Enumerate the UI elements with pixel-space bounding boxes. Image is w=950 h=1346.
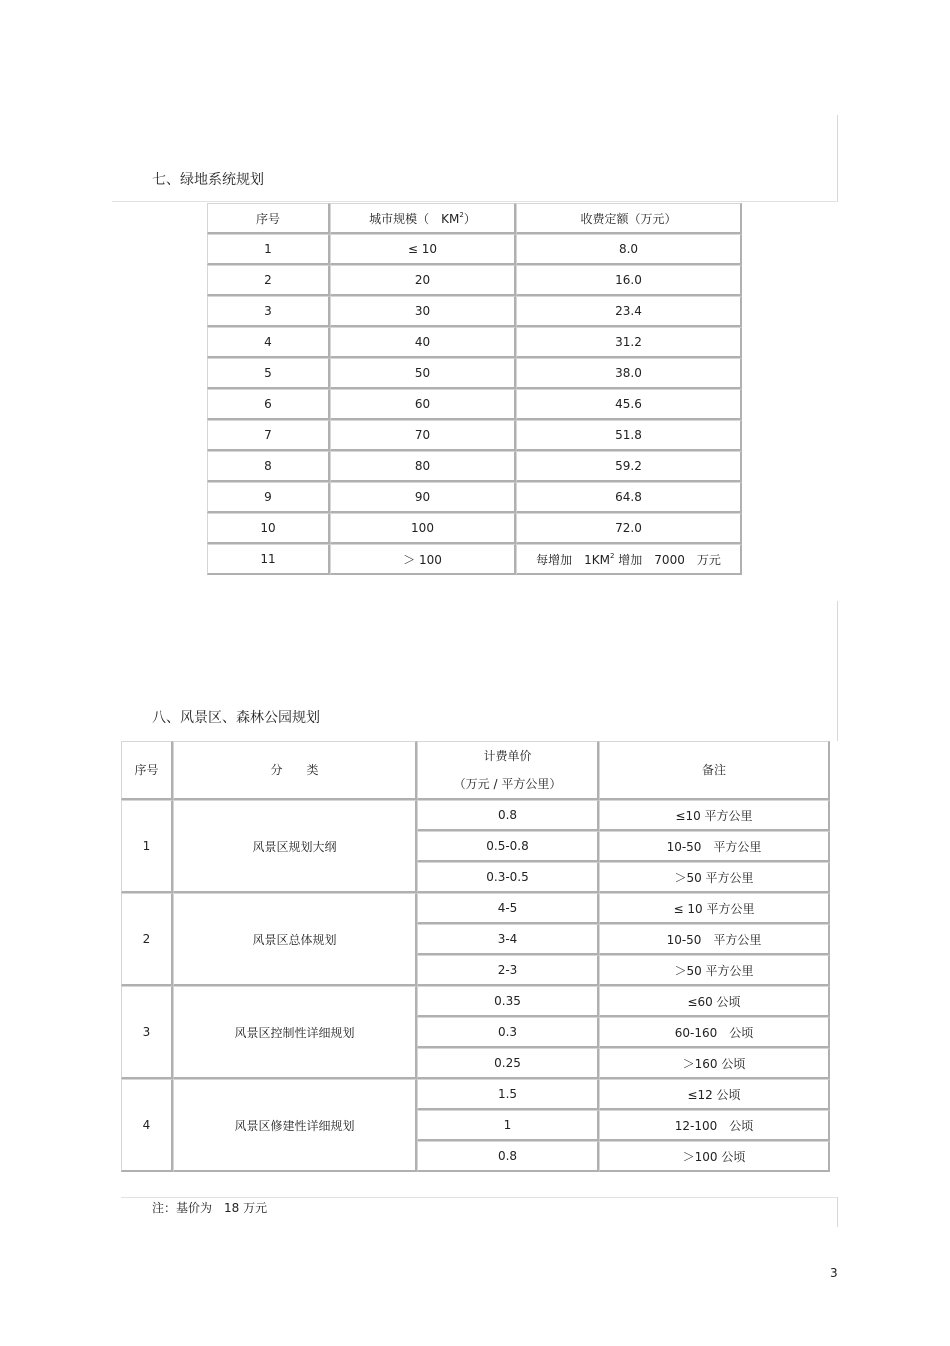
cell-remark: ≤12 公顷 [599, 1079, 830, 1110]
header-price: 计费单价 （万元 / 平方公里） [417, 741, 599, 800]
cell-fee: 38.0 [516, 358, 742, 389]
cell-price: 0.5-0.8 [417, 831, 599, 862]
cell-no: 3 [207, 296, 330, 327]
cell-fee: 每增加 $1KM^2$ 增加 7000 万元 [516, 544, 742, 575]
cell-fee: 59.2 [516, 451, 742, 482]
cell-price: 3-4 [417, 924, 599, 955]
cell-no: 8 [207, 451, 330, 482]
cell-remark: 10-50 平方公里 [599, 831, 830, 862]
cell-fee: 45.6 [516, 389, 742, 420]
cell-no: 4 [207, 327, 330, 358]
cell-remark: ≤60 公顷 [599, 986, 830, 1017]
cell-category: 风景区总体规划 [173, 893, 417, 986]
table-row [207, 296, 742, 327]
cell-remark: ＞50 平方公里 [599, 862, 830, 893]
cell-category: 风景区修建性详细规划 [173, 1079, 417, 1172]
cell-remark: ＞50 平方公里 [599, 955, 830, 986]
greenland-fee-table [207, 203, 742, 575]
cell-price: 4-5 [417, 893, 599, 924]
page-rule [837, 601, 838, 741]
table-row [207, 389, 742, 420]
cell-scale: 60 [330, 389, 516, 420]
cell-price: 0.35 [417, 986, 599, 1017]
table-row [207, 234, 742, 265]
cell-remark: 12-100 公顷 [599, 1110, 830, 1141]
header-no: 序号 [207, 203, 330, 234]
table-row [121, 1079, 830, 1110]
table-header-row [207, 203, 742, 234]
scenic-area-fee-table [121, 741, 830, 1172]
cell-remark: 10-50 平方公里 [599, 924, 830, 955]
cell-remark: ＞100 公顷 [599, 1141, 830, 1172]
cell-price: 0.3 [417, 1017, 599, 1048]
table-row [121, 800, 830, 831]
page-rule [121, 1197, 838, 1198]
cell-price: 0.8 [417, 800, 599, 831]
base-price-note: 注：基价为 18 万元 [152, 1201, 268, 1215]
cell-fee: 72.0 [516, 513, 742, 544]
cell-remark: ≤ 10 平方公里 [599, 893, 830, 924]
cell-price: 2-3 [417, 955, 599, 986]
cell-price: 0.3-0.5 [417, 862, 599, 893]
cell-remark: ＞160 公顷 [599, 1048, 830, 1079]
header-scale: 城市规模（ $KM^2$） [330, 203, 516, 234]
table-row [207, 513, 742, 544]
cell-category: 风景区控制性详细规划 [173, 986, 417, 1079]
cell-no: 1 [121, 800, 173, 893]
cell-no: 9 [207, 482, 330, 513]
cell-no: 10 [207, 513, 330, 544]
table-row [207, 265, 742, 296]
section-7-title: 七、绿地系统规划 [152, 172, 264, 188]
cell-remark: 60-160 公顷 [599, 1017, 830, 1048]
table-row [207, 358, 742, 389]
section-8-title: 八、风景区、森林公园规划 [152, 710, 320, 726]
cell-no: 6 [207, 389, 330, 420]
cell-fee: 16.0 [516, 265, 742, 296]
cell-no: 11 [207, 544, 330, 575]
table-row [121, 986, 830, 1017]
header-category: 分 类 [173, 741, 417, 800]
cell-no: 1 [207, 234, 330, 265]
table-row [121, 893, 830, 924]
cell-no: 4 [121, 1079, 173, 1172]
cell-scale: 70 [330, 420, 516, 451]
cell-fee: 23.4 [516, 296, 742, 327]
cell-scale: 30 [330, 296, 516, 327]
cell-scale: 50 [330, 358, 516, 389]
cell-fee: 8.0 [516, 234, 742, 265]
table-row [207, 544, 742, 575]
table-row [207, 420, 742, 451]
cell-scale: ＞ 100 [330, 544, 516, 575]
cell-scale: 90 [330, 482, 516, 513]
cell-price: 1 [417, 1110, 599, 1141]
cell-fee: 51.8 [516, 420, 742, 451]
cell-price: 0.25 [417, 1048, 599, 1079]
cell-category: 风景区规划大纲 [173, 800, 417, 893]
cell-fee: 31.2 [516, 327, 742, 358]
header-remark: 备注 [599, 741, 830, 800]
header-fee: 收费定额（万元） [516, 203, 742, 234]
cell-scale: 20 [330, 265, 516, 296]
table-row [207, 327, 742, 358]
table-header-row [121, 741, 830, 800]
cell-price: 1.5 [417, 1079, 599, 1110]
cell-no: 7 [207, 420, 330, 451]
cell-scale: ≤ 10 [330, 234, 516, 265]
page-number: 3 [830, 1266, 838, 1280]
cell-fee: 64.8 [516, 482, 742, 513]
cell-scale: 80 [330, 451, 516, 482]
table-row [207, 451, 742, 482]
cell-remark: ≤10 平方公里 [599, 800, 830, 831]
cell-scale: 100 [330, 513, 516, 544]
cell-price: 0.8 [417, 1141, 599, 1172]
header-no: 序号 [121, 741, 173, 800]
cell-no: 5 [207, 358, 330, 389]
page-rule [837, 1197, 838, 1227]
page-rule [837, 115, 838, 201]
cell-no: 3 [121, 986, 173, 1079]
page-rule [112, 201, 838, 202]
table-row [207, 482, 742, 513]
cell-scale: 40 [330, 327, 516, 358]
cell-no: 2 [121, 893, 173, 986]
cell-no: 2 [207, 265, 330, 296]
